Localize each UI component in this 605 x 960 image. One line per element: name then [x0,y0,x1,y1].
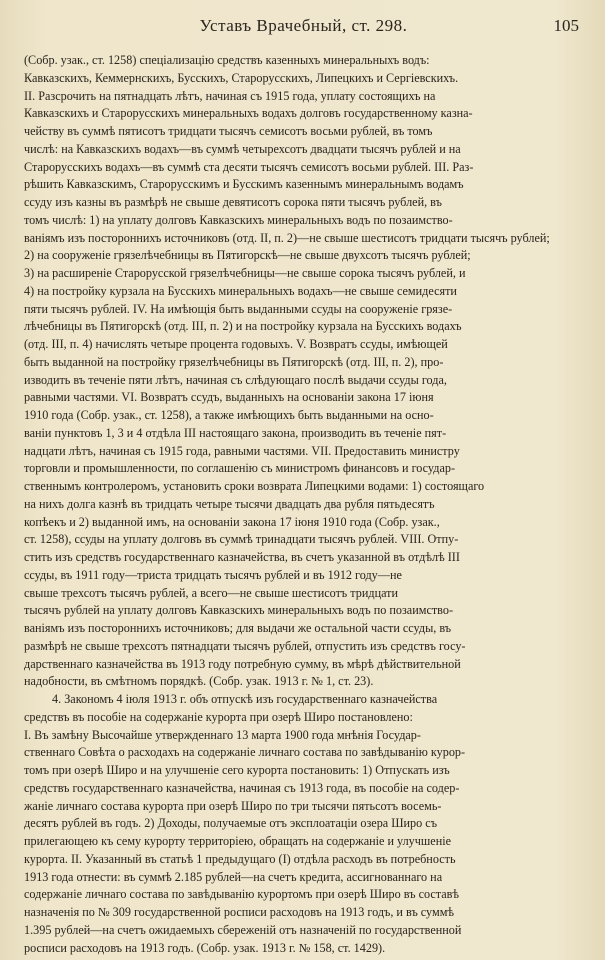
text-line: ссуды, въ 1911 году—триста тридцать тысячъ рублей и въ 1912 году—не [24,567,402,582]
text-line: назначенія по № 309 государственной росписи расходовъ на 1913 годъ, и въ суммѣ [24,905,455,919]
page-number: 105 [553,16,579,35]
text-line: (Собр. узак., ст. 1258) спеціализацію средствъ казенныхъ минеральныхъ водъ: [24,53,430,67]
text-line: (отд. III, п. 4) начислять четыре процента годовыхъ. V. Возвратъ ссуды, имѣющей [24,337,448,351]
text-line: тысячъ рублей на уплату долговъ Кавказскихъ минеральныхъ водъ по позаимство- [24,603,453,618]
text-line: ваніямъ изъ постороннихъ источниковъ; для выдачи же остальной части ссуды, въ [24,621,452,635]
running-header [24,16,583,42]
text-line: Старорусскихъ водахъ—въ суммѣ ста десяти тысячъ семисотъ восьми рублей. III. Раз- [24,159,474,174]
text-line: томъ числѣ: 1) на уплату долговъ Кавказскихъ минеральныхъ водъ по позаимство- [24,212,453,227]
text-line: 1910 года (Собр. узак., ст. 1258), а также имѣющихъ быть выданными на осно- [24,408,434,422]
text-line: 1913 года отнести: въ суммѣ 2.185 рублей—на счетъ кредита, ассигнованнаго на [24,869,443,884]
text-line: числѣ: на Кавказскихъ водахъ—въ суммѣ четырехсотъ двадцати тысячъ рублей и на [24,141,461,156]
text-line: 1.395 рублей—на счетъ ожидаемыхъ сбереженій отъ назначеній по государственной [24,922,462,937]
text-line: ваніи пунктовъ 1, 3 и 4 отдѣла III настоящаго закона, производить въ теченіе пят- [24,425,447,440]
text-line: десятъ рублей въ годъ. 2) Доходы, получаемые отъ эксплоатаціи озера Широ съ [24,816,438,831]
text-line: свыше трехсотъ тысячъ рублей, а всего—не свыше шестисотъ тридцати [24,585,399,600]
text-line: чейству въ суммѣ пятисотъ тридцати тысячъ семисотъ восьми рублей, въ томъ [24,124,433,138]
text-line: равными частями. VI. Возвратъ ссудъ, выданныхъ на основаніи закона 17 іюня [24,390,434,405]
text-line: надцати лѣтъ, начиная съ 1915 года, равными частями. VII. Предоставить министру [24,443,460,458]
text-line: 3) на расширеніе Старорусской грязелѣчебницы—не свыше сорока тысячъ рублей, и [24,266,466,280]
text-line: ссуду изъ казны въ размѣрѣ не свыше девятисотъ сорока пяти тысячъ рублей, въ [24,195,442,209]
text-line: надобности, въ смѣтномъ порядкѣ. (Собр. узак. 1913 г. № 1, ст. 23). [24,674,374,689]
text-line: на нихъ долга казнѣ въ тридцать четыре тысячи двадцать два рубля пятьдесятъ [24,496,435,511]
text-line: размѣрѣ не свыше трехсотъ пятнадцати тысячъ рублей, отпустить изъ средствъ госу- [24,638,466,653]
text-line: 2) на сооруженіе грязелѣчебницы въ Пятигорскѣ—не свыше двухсотъ тысячъ рублей; [24,248,471,263]
text-line: Кавказскихъ и Старорусскихъ минеральныхъ водахъ долговъ государственному казна- [24,106,473,121]
text-line: содержаніе личнаго состава по завѣдыванію курортомъ при озерѣ Широ въ составѣ [24,887,460,902]
text-line: средствъ государственнаго казначейства, начиная съ 1913 года, въ пособіе на содер- [24,780,460,795]
text-line: II. Разсрочить на пятнадцать лѣтъ, начиная съ 1915 года, уплату состоящихъ на [24,88,436,103]
text-line: изводить въ теченіе пяти лѣтъ, начиная съ слѣдующаго послѣ выдачи ссуды года, [24,372,447,387]
text-line: ст. 1258), ссуды на уплату долговъ въ суммѣ тринадцати тысячъ рублей. VIII. Отпу- [24,532,459,547]
text-line: средствъ въ пособіе на содержаніе курорта при озерѣ Широ постановлено: [24,709,413,724]
text-line: пяти тысячъ рублей. IV. На имѣющія быть выданными ссуды на сооруженіе грязе- [24,301,453,316]
text-line: прилегающею къ сему курорту территоріею, обращать на содержаніе и улучшеніе [24,834,452,848]
text-line: рѣшить Кавказскимъ, Старорусскимъ и Бусскимъ казеннымъ минеральнымъ водамъ [24,177,464,192]
text-line: ственнаго Совѣта о расходахъ на содержаніе личнаго состава по завѣдыванію курор- [24,745,466,760]
text-line: стить изъ средствъ государственнаго казначейства, въ счетъ указанной въ отдѣлѣ III [24,550,460,564]
text-line: дарственнаго казначейства въ 1913 году потребную сумму, въ мѣрѣ дѣйствительной [24,656,461,671]
text-line: быть выданной на постройку грязелѣчебницы въ Пятигорскѣ (отд. III, п. 2), про- [24,354,444,369]
text-line: ваніямъ изъ постороннихъ источниковъ (отд. II, п. 2)—не свыше шестисотъ тридцати тысячъ рублей; [24,230,550,245]
text-line: копѣекъ и 2) выданной имъ, на основаніи закона 17 іюня 1910 года (Собр. узак., [24,514,440,529]
text-line: 4. Закономъ 4 іюля 1913 г. объ отпускѣ изъ государственнаго казначейства [52,692,438,706]
body-text [24,52,583,957]
text-line: ственнымъ контролеромъ, установить сроки возврата Липецкими водами: 1) состоящаго [24,479,485,493]
text-line: I. Въ замѣну Высочайше утвержденнаго 13 марта 1900 года мнѣнія Государ- [24,727,421,742]
text-line: курорта. II. Указанный въ статьѣ 1 предыдущаго (I) отдѣла расходъ въ потребность [24,851,456,866]
header-title: Уставъ Врачебный, ст. 298. [199,16,408,35]
text-line: жаніе личнаго состава курорта при озерѣ Широ по три тысячи пятьсотъ восемь- [24,798,442,813]
text-line: торговли и промышленности, по соглашенію съ министромъ финансовъ и государ- [24,461,456,476]
text-line: лѣчебницы въ Пятигорскѣ (отд. III, п. 2) и на постройку курзала на Бусскихъ водахъ [24,319,462,334]
text-line: росписи расходовъ на 1913 годъ. (Собр. узак. 1913 г. № 158, ст. 1429). [24,940,386,955]
text-line: 4) на постройку курзала на Бусскихъ минеральныхъ водахъ—не свыше семидесяти [24,283,457,298]
text-line: томъ при озерѣ Широ и на улучшеніе сего курорта постановить: 1) Отпускать изъ [24,763,450,777]
text-line: Кавказскихъ, Кеммернскихъ, Бусскихъ, Старорусскихъ, Липецкихъ и Сергіевскихъ. [24,70,459,85]
